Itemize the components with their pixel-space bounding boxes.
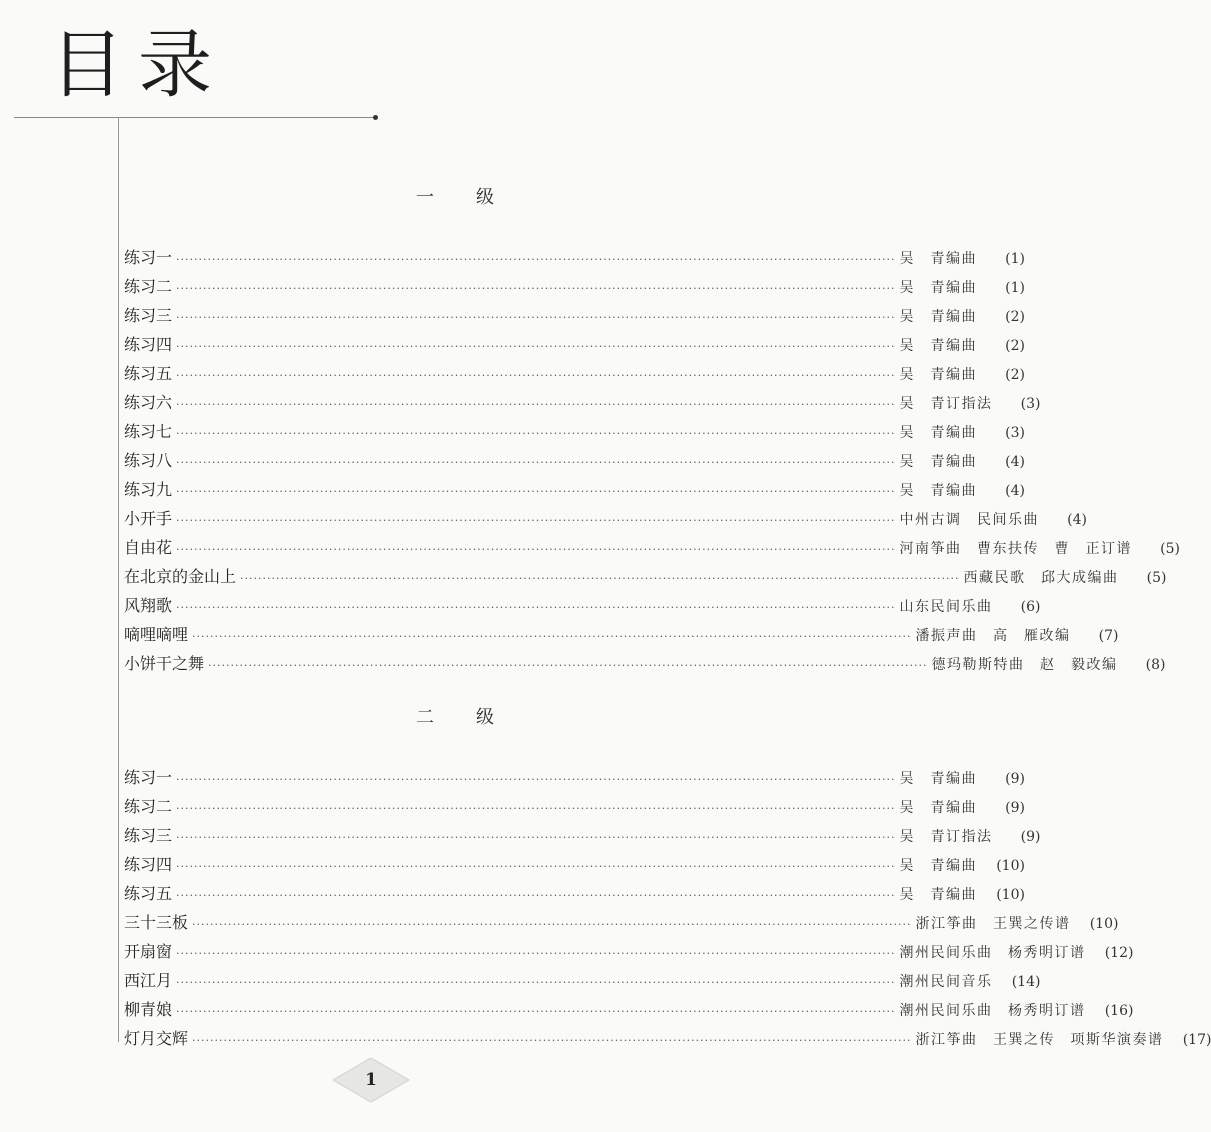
- entry-title: 西江月: [124, 971, 173, 990]
- entry-credit: 吴 青订指法: [899, 829, 993, 845]
- dot-leader: ································································································································································: [192, 1034, 912, 1047]
- page-title: 目录: [50, 22, 226, 108]
- dot-leader: ································································································································································: [176, 456, 896, 469]
- toc-entry[interactable]: [124, 446, 1025, 475]
- toc-entry[interactable]: [124, 908, 1119, 937]
- entry-title: 开扇窗: [124, 942, 173, 961]
- entry-title: 练习四: [124, 335, 173, 354]
- dot-leader: ································································································································································: [176, 253, 896, 266]
- entry-credit: 浙江筝曲 王巽之传 项斯华演奏谱: [915, 1032, 1164, 1048]
- toc-entry[interactable]: [124, 995, 1134, 1024]
- entry-credit: 德玛勒斯特曲 赵 毅改编: [931, 657, 1118, 673]
- entry-page: (7): [1098, 628, 1119, 644]
- entry-page: (12): [1104, 945, 1134, 961]
- entry-page: (3): [1020, 396, 1041, 412]
- entry-title: 练习三: [124, 826, 173, 845]
- toc-entry[interactable]: [124, 330, 1025, 359]
- toc-entry[interactable]: [124, 620, 1119, 649]
- entry-page: (10): [996, 858, 1025, 874]
- entry-title: 自由花: [124, 538, 173, 557]
- dot-leader: ································································································································································: [176, 340, 896, 353]
- dot-leader: ································································································································································: [176, 947, 896, 960]
- toc-entry[interactable]: [124, 504, 1087, 533]
- dot-leader: ································································································································································: [176, 311, 896, 324]
- entry-title: 小饼干之舞: [124, 654, 205, 673]
- entry-title: 柳青娘: [124, 1000, 173, 1019]
- toc-entry[interactable]: [124, 792, 1025, 821]
- dot-leader: ································································································································································: [176, 773, 896, 786]
- entry-title: 小开手: [124, 509, 173, 528]
- toc-entries: [124, 243, 1180, 678]
- dot-leader: ································································································································································: [208, 659, 928, 672]
- entry-page: (3): [1005, 425, 1025, 441]
- dot-leader: ································································································································································: [176, 601, 896, 614]
- toc-entry[interactable]: [124, 243, 1025, 272]
- toc-entry[interactable]: [124, 879, 1025, 908]
- entry-title: 练习二: [124, 277, 173, 296]
- entry-title: 练习五: [124, 364, 173, 383]
- entry-credit: 吴 青编曲: [899, 367, 977, 383]
- entry-page: (5): [1160, 541, 1180, 557]
- entry-page: (16): [1104, 1003, 1134, 1019]
- entry-page: (2): [1005, 367, 1025, 383]
- entry-title: 练习八: [124, 451, 173, 470]
- entry-title: 练习五: [124, 884, 173, 903]
- toc-entry[interactable]: [124, 966, 1041, 995]
- entry-credit: 吴 青编曲: [899, 280, 977, 296]
- entry-page: (4): [1005, 454, 1025, 470]
- entry-title: 练习七: [124, 422, 173, 441]
- dot-leader: ································································································································································: [176, 976, 896, 989]
- entry-title: 风翔歌: [124, 596, 173, 615]
- toc-entries: [124, 763, 1211, 1053]
- entry-credit: 吴 青编曲: [899, 454, 977, 470]
- entry-page: (9): [1020, 829, 1041, 845]
- entry-page: (1): [1005, 251, 1025, 267]
- toc-entry[interactable]: [124, 388, 1041, 417]
- entry-credit: 吴 青编曲: [899, 251, 977, 267]
- dot-leader: ································································································································································: [176, 831, 896, 844]
- entry-title: 三十三板: [124, 913, 189, 932]
- entry-title: 练习六: [124, 393, 173, 412]
- dot-leader: ································································································································································: [192, 918, 912, 931]
- dot-leader: ································································································································································: [176, 282, 896, 295]
- entry-title: 在北京的金山上: [124, 567, 237, 586]
- entry-credit: 河南筝曲 曹东扶传 曹 正订谱: [899, 541, 1132, 557]
- header-rule: [14, 117, 376, 118]
- page-number-badge: [331, 1056, 411, 1104]
- dot-leader: ································································································································································: [176, 860, 896, 873]
- entry-credit: 吴 青订指法: [899, 396, 993, 412]
- dot-leader: ································································································································································: [176, 1005, 896, 1018]
- toc-entry[interactable]: [124, 1024, 1211, 1053]
- dot-leader: ································································································································································: [176, 485, 896, 498]
- entry-title: 练习一: [124, 768, 173, 787]
- toc-entry[interactable]: [124, 272, 1025, 301]
- dot-leader: ································································································································································: [176, 369, 896, 382]
- toc-entry[interactable]: [124, 359, 1025, 388]
- toc-entry[interactable]: [124, 533, 1180, 562]
- entry-page: (4): [1067, 512, 1087, 528]
- entry-page: (9): [1005, 800, 1025, 816]
- toc-entry[interactable]: [124, 475, 1025, 504]
- dot-leader: ································································································································································: [176, 802, 896, 815]
- dot-leader: ································································································································································: [192, 630, 912, 643]
- toc-entry[interactable]: [124, 850, 1025, 879]
- entry-credit: 潮州民间乐曲 杨秀明订谱: [899, 945, 1086, 961]
- entry-title: 练习一: [124, 248, 173, 267]
- entry-page: (17): [1182, 1032, 1211, 1048]
- entry-title: 灯月交辉: [124, 1029, 189, 1048]
- entry-page: (2): [1005, 338, 1025, 354]
- margin-rule: [118, 117, 119, 1042]
- entry-title: 嘀哩嘀哩: [124, 625, 189, 644]
- level-2-section: [124, 703, 1211, 1053]
- entry-credit: 吴 青编曲: [899, 858, 977, 874]
- entry-page: (6): [1020, 599, 1041, 615]
- entry-page: (10): [1089, 916, 1119, 932]
- toc-entry[interactable]: [124, 937, 1134, 966]
- level-1-section: [124, 183, 1180, 678]
- entry-page: (4): [1005, 483, 1025, 499]
- entry-page: (10): [996, 887, 1025, 903]
- entry-title: 练习四: [124, 855, 173, 874]
- entry-credit: 潮州民间音乐: [899, 974, 993, 990]
- entry-page: (14): [1011, 974, 1041, 990]
- entry-credit: 吴 青编曲: [899, 425, 977, 441]
- entry-credit: 浙江筝曲 王巽之传谱: [915, 916, 1071, 932]
- entry-page: (8): [1145, 657, 1166, 673]
- entry-credit: 吴 青编曲: [899, 771, 977, 787]
- entry-credit: 吴 青编曲: [899, 483, 977, 499]
- entry-page: (9): [1005, 771, 1025, 787]
- dot-leader: ································································································································································: [176, 398, 896, 411]
- level-heading: 一 级: [416, 187, 496, 208]
- entry-page: (5): [1146, 570, 1167, 586]
- dot-leader: ································································································································································: [176, 543, 896, 556]
- entry-page: (1): [1005, 280, 1025, 296]
- entry-credit: 潘振声曲 高 雁改编: [915, 628, 1071, 644]
- entry-credit: 吴 青编曲: [899, 338, 977, 354]
- entry-credit: 吴 青编曲: [899, 887, 977, 903]
- toc-entry[interactable]: [124, 821, 1041, 850]
- header-rule-dot: [373, 115, 378, 120]
- entry-credit: 潮州民间乐曲 杨秀明订谱: [899, 1003, 1086, 1019]
- toc-entry[interactable]: [124, 562, 1167, 591]
- entry-credit: 吴 青编曲: [899, 309, 977, 325]
- dot-leader: ································································································································································: [176, 427, 896, 440]
- entry-credit: 西藏民歌 邱大成编曲: [963, 570, 1119, 586]
- level-heading: 二 级: [416, 707, 496, 728]
- dot-leader: ································································································································································: [176, 889, 896, 902]
- dot-leader: ································································································································································: [240, 572, 960, 585]
- entry-page: (2): [1005, 309, 1025, 325]
- entry-title: 练习九: [124, 480, 173, 499]
- entry-title: 练习二: [124, 797, 173, 816]
- toc-entry[interactable]: [124, 591, 1041, 620]
- toc-entry[interactable]: [124, 763, 1025, 792]
- entry-credit: 山东民间乐曲: [899, 599, 993, 615]
- page-number: 1: [365, 1070, 377, 1090]
- dot-leader: ································································································································································: [176, 514, 896, 527]
- entry-credit: 中州古调 民间乐曲: [899, 512, 1039, 528]
- toc-entry[interactable]: [124, 649, 1166, 678]
- entry-title: 练习三: [124, 306, 173, 325]
- toc-entry[interactable]: [124, 417, 1025, 446]
- entry-credit: 吴 青编曲: [899, 800, 977, 816]
- toc-entry[interactable]: [124, 301, 1025, 330]
